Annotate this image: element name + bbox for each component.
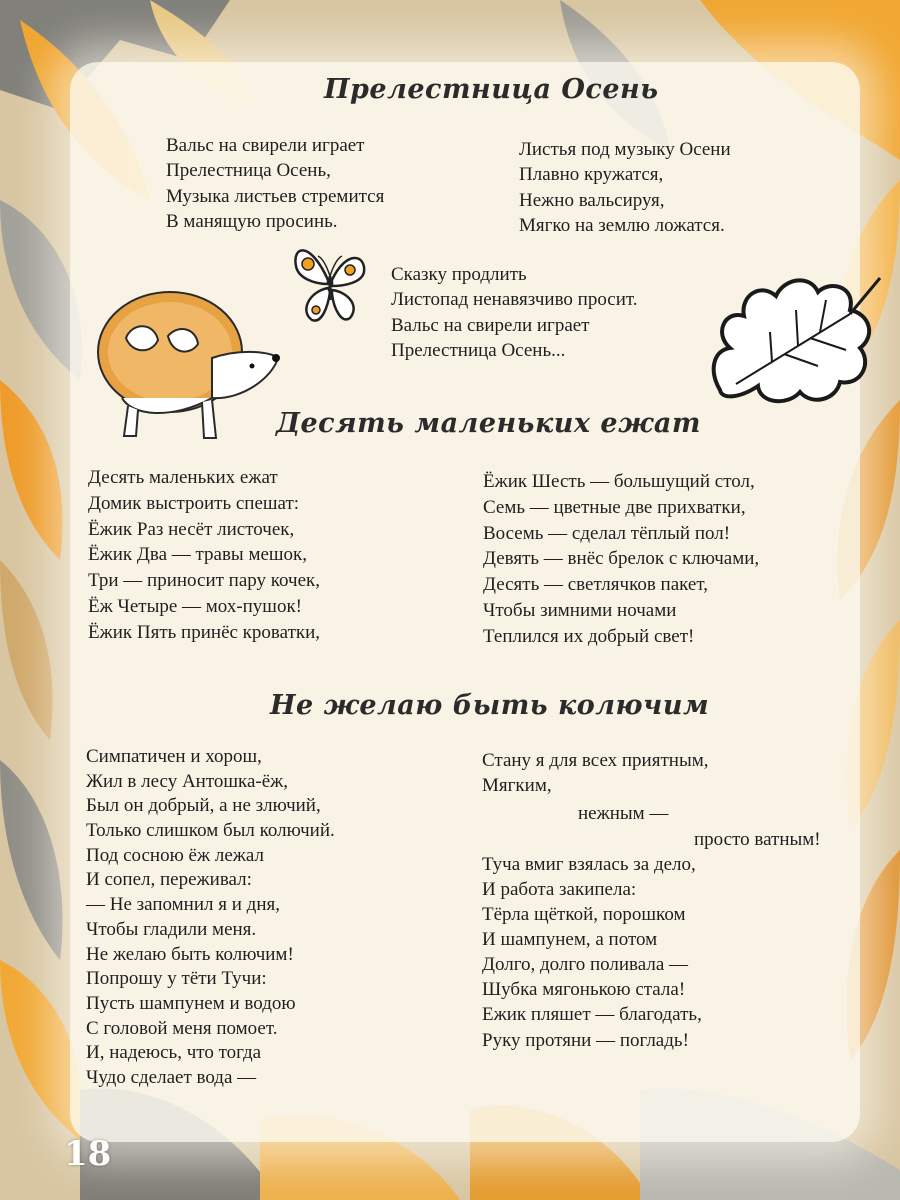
poem-line: Плавно кружатся, xyxy=(519,164,664,186)
poem-line: просто ватным! xyxy=(694,829,821,850)
poem-line: Домик выстроить спешат: xyxy=(88,492,300,514)
poem-line: Долго, долго поливала — xyxy=(482,954,689,976)
poem-line: Стану я для всех приятным, xyxy=(482,750,709,771)
poem-line: И шампунем, а потом xyxy=(482,929,658,951)
poem-line: И работа закипела: xyxy=(482,879,637,901)
poem-line: Только слишком был колючий. xyxy=(86,820,335,842)
poem-line: Семь — цветные две прихватки, xyxy=(483,496,746,518)
poem-prickly-stanza-3 xyxy=(482,852,702,1053)
poem-line: Был он добрый, а не злючий, xyxy=(86,795,321,817)
poem-line: Туча вмиг взялась за дело, xyxy=(482,854,696,875)
poem-line: нежным — xyxy=(578,803,669,824)
poem-line: Мягким, xyxy=(482,774,552,796)
poem-line: Жил в лесу Антошка-ёж, xyxy=(86,770,289,792)
oak-leaf-icon xyxy=(700,270,885,410)
poem-line: И, надеюсь, что тогда xyxy=(86,1042,262,1064)
poem-prickly-stanza-2 xyxy=(482,749,708,798)
poem-prickly-stanza-1 xyxy=(86,745,335,1091)
poem-line: Десять — светлячков пакет, xyxy=(483,574,708,596)
poem-line: Попрошу у тёти Тучи: xyxy=(86,968,267,990)
poem-line: И сопел, переживал: xyxy=(86,869,252,891)
poem-line: Вальс на свирели играет xyxy=(166,135,365,156)
poem-line: Сказку продлить xyxy=(391,264,527,285)
poem-line: Чтобы гладили меня. xyxy=(86,918,257,940)
poem-line: Теплился их добрый свет! xyxy=(483,625,695,647)
poem-line: Чудо сделает вода — xyxy=(86,1066,257,1088)
page-number: 18 xyxy=(64,1134,112,1174)
poem-line: Шубка мягонькою стала! xyxy=(482,979,686,1001)
poem-line: Тёрла щёткой, порошком xyxy=(482,904,686,926)
poem-line: Руку протяни — погладь! xyxy=(482,1029,689,1051)
poem-line: — Не запомнил я и дня, xyxy=(86,894,280,916)
poem-title-prickly: Не желаю быть колючим xyxy=(270,690,710,721)
poem-autumn-stanza-1 xyxy=(166,133,384,234)
poem-line: Вальс на свирели играет xyxy=(391,314,590,336)
poem-line: Ёжик Два — травы мешок, xyxy=(88,544,308,566)
poem-line: Не желаю быть колючим! xyxy=(86,943,294,965)
poem-line: Три — приносит пару кочек, xyxy=(88,570,321,592)
poem-line: Симпатичен и хорош, xyxy=(86,746,262,767)
poem-line: С головой меня помоет. xyxy=(86,1017,278,1039)
poem-line: Прелестница Осень... xyxy=(391,339,566,361)
poem-line: Музыка листьев стремится xyxy=(166,185,385,207)
poem-line: Под сосною ёж лежал xyxy=(86,844,264,866)
poem-line: Ёжик Пять принёс кроватки, xyxy=(88,621,321,643)
poem-line: Листья под музыку Осени xyxy=(519,139,731,160)
butterfly-icon xyxy=(290,240,370,332)
poem-line: Ёжик Шесть — большущий стол, xyxy=(483,471,755,492)
poem-hedgehogs-stanza-1 xyxy=(88,465,320,646)
hedgehog-icon xyxy=(92,288,292,446)
poem-line: Девять — внёс брелок с ключами, xyxy=(483,548,760,570)
poem-autumn-stanza-3 xyxy=(391,262,638,363)
poem-hedgehogs-stanza-2 xyxy=(483,469,759,650)
poem-line: Листопад ненавязчиво просит. xyxy=(391,289,638,311)
poem-line: Десять маленьких ежат xyxy=(88,467,278,488)
poem-line: Мягко на землю ложатся. xyxy=(519,214,725,236)
poem-autumn-stanza-2 xyxy=(519,137,731,238)
poem-line: Восемь — сделал тёплый пол! xyxy=(483,522,731,544)
poem-line: Ежик пляшет — благодать, xyxy=(482,1004,702,1026)
poem-line: Прелестница Осень, xyxy=(166,160,331,182)
poem-line: Нежно вальсируя, xyxy=(519,189,665,211)
poem-line: Чтобы зимними ночами xyxy=(483,600,677,622)
poem-line: Ёжик Раз несёт листочек, xyxy=(88,518,295,540)
poem-line: Пусть шампунем и водою xyxy=(86,992,296,1014)
poem-title-hedgehogs: Десять маленьких ежат xyxy=(276,408,701,439)
poem-title-autumn: Прелестница Осень xyxy=(324,74,659,105)
poem-line: Ёж Четыре — мох-пушок! xyxy=(88,596,303,618)
poem-line: В манящую просинь. xyxy=(166,210,338,232)
